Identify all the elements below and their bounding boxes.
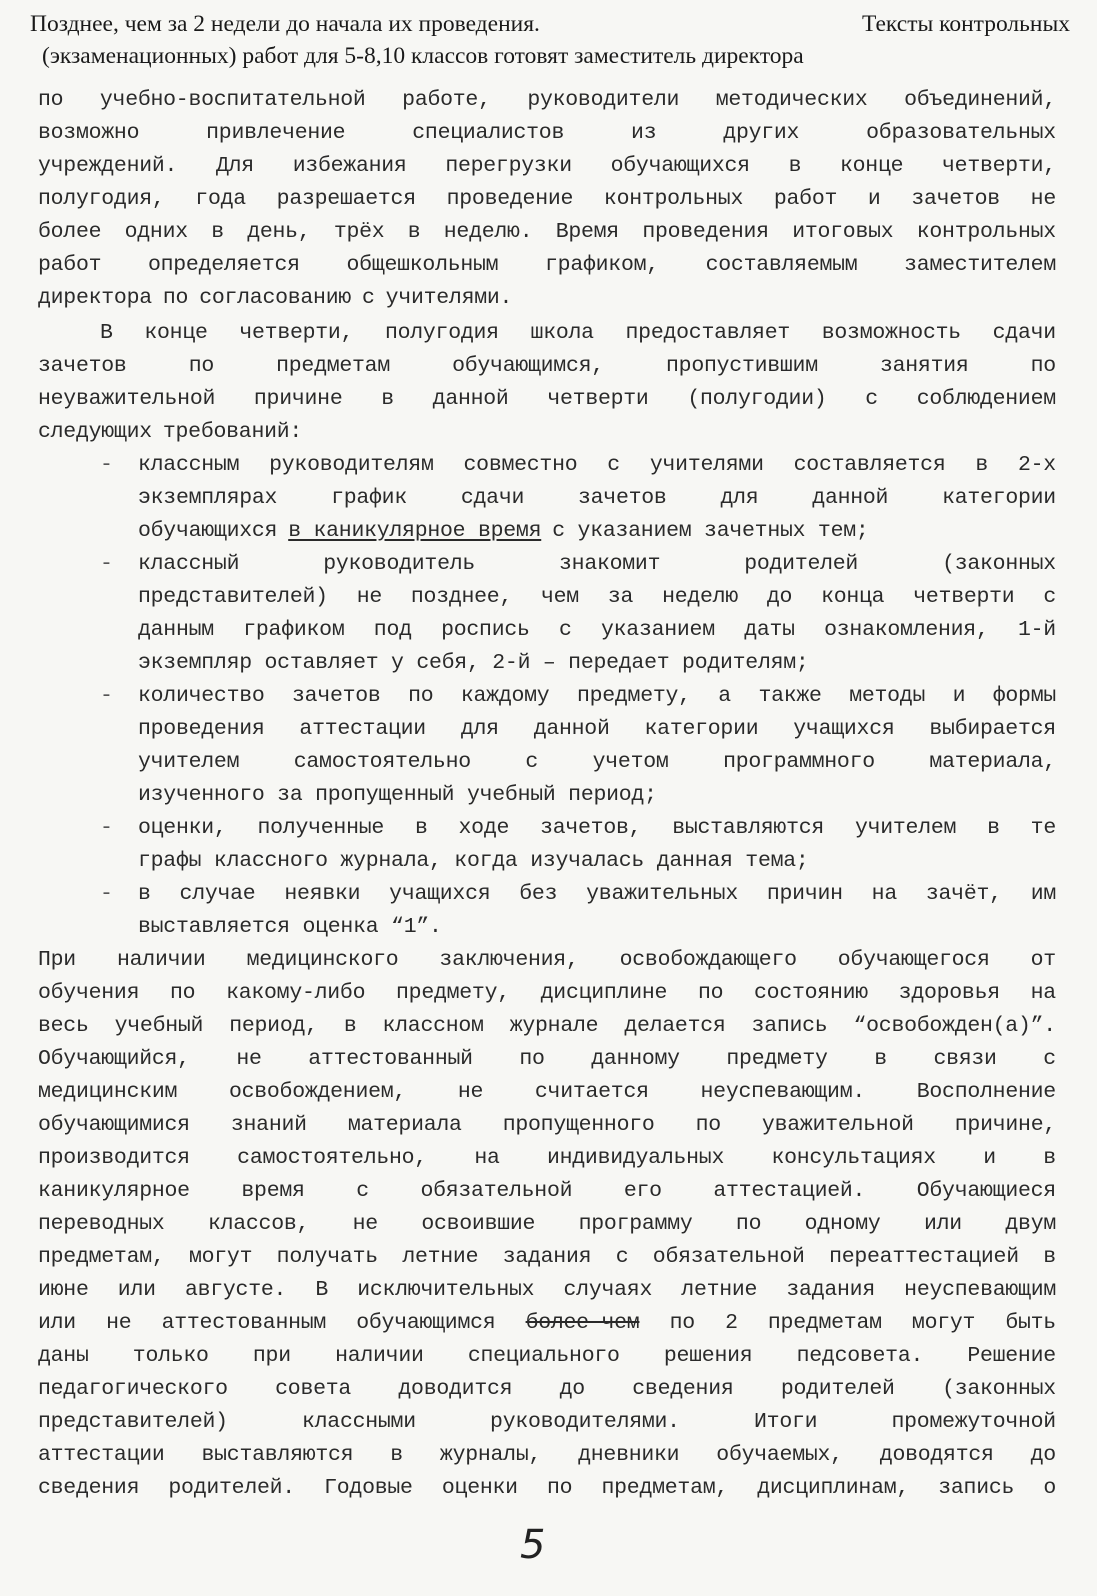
bullet-dash: - [100, 552, 113, 576]
page-number: 5 [520, 1522, 546, 1568]
text-line: предметам, могут получать летние задания с обязательной переаттестацией в [38, 1245, 1056, 1269]
text-line: следующих требований: [38, 420, 303, 444]
list-item-text [138, 548, 1056, 680]
text-line: данным графиком под роспись с указанием даты ознакомления, 1-й [138, 618, 1056, 642]
bullet-dash: - [100, 453, 113, 477]
list-item [38, 449, 1056, 548]
header-text [30, 8, 1070, 72]
text-line: классный руководитель знакомит родителей (законных [138, 552, 1056, 576]
text-line: более одних в день, трёх в неделю. Время проведения итоговых контрольных [38, 220, 1056, 244]
bullet-dash: - [100, 882, 113, 906]
document-body [38, 84, 1056, 1505]
header-line-2: (экзаменационных) работ для 5-8,10 классов готовят заместитель директора [42, 43, 804, 69]
header-line-1 [30, 8, 1070, 40]
text-line: экземплярах график сдачи зачетов для данной категории [138, 486, 1056, 510]
text-line: сведения родителей. Годовые оценки по предметам, дисциплинам, запись о [38, 1476, 1056, 1500]
list-item [38, 680, 1056, 812]
text-line: педагогического совета доводится до сведения родителей (законных [38, 1377, 1056, 1401]
header-line-1-right: Тексты контрольных [862, 11, 1070, 37]
text-line: классным руководителям совместно с учителями составляется в 2-х [138, 453, 1056, 477]
text-line: учителем самостоятельно с учетом программного материала, [138, 750, 1056, 774]
text-line: представителей) классными руководителями. Итоги промежуточной [38, 1410, 1056, 1434]
bullet-dash: - [100, 816, 113, 840]
text-line: полугодия, года разрешается проведение контрольных работ и зачетов не [38, 187, 1056, 211]
text-line: работ определяется общешкольным графиком, составляемым заместителем [38, 253, 1056, 277]
text-line: каникулярное время с обязательной его аттестацией. Обучающиеся [38, 1179, 1056, 1203]
text-line: переводных классов, не освоившие программу по одному или двум [38, 1212, 1056, 1236]
bullet-dash: - [100, 684, 113, 708]
list-item-text [138, 812, 1056, 878]
text-line: или не аттестованным обучающимся более чем по 2 предметам могут быть [38, 1307, 1056, 1340]
text-line: В конце четверти, полугодия школа предоставляет возможность сдачи [100, 321, 1056, 345]
paragraph-3 [38, 944, 1056, 1505]
text-line: аттестации выставляются в журналы, дневники обучаемых, доводятся до [38, 1443, 1056, 1467]
paragraph-2 [38, 317, 1056, 449]
list-item-text [138, 878, 1056, 944]
struck-through-phrase: более чем [525, 1311, 640, 1335]
text-line: медицинским освобождением, не считается неуспевающим. Восполнение [38, 1080, 1056, 1104]
text-line: учреждений. Для избежания перегрузки обучающихся в конце четверти, [38, 154, 1056, 178]
list-item [38, 548, 1056, 680]
text-line: зачетов по предметам обучающимся, пропустившим занятия по [38, 354, 1056, 378]
text-line: даны только при наличии специального решения педсовета. Решение [38, 1344, 1056, 1368]
text-line: экземпляр оставляет у себя, 2-й – передает родителям; [138, 651, 809, 675]
text-line: представителей) не позднее, чем за неделю до конца четверти с [138, 585, 1056, 609]
text-line: по учебно-воспитательной работе, руководители методических объединений, [38, 88, 1056, 112]
requirements-list [38, 449, 1056, 944]
text-line: оценки, полученные в ходе зачетов, выставляются учителем в те [138, 816, 1056, 840]
text-line: возможно привлечение специалистов из других образовательных [38, 121, 1056, 145]
text-line: обучающимися знаний материала пропущенного по уважительной причине, [38, 1113, 1056, 1137]
text-line: весь учебный период, в классном журнале делается запись “освобожден(а)”. [38, 1014, 1056, 1038]
text-line: производится самостоятельно, на индивидуальных консультациях и в [38, 1146, 1056, 1170]
text-line: обучения по какому-либо предмету, дисциплине по состоянию здоровья на [38, 981, 1056, 1005]
list-item-text [138, 449, 1056, 548]
header-line-1-left: Позднее, чем за 2 недели до начала их проведения. [30, 11, 540, 37]
list-item [38, 878, 1056, 944]
text-line: проведения аттестации для данной категории учащихся выбирается [138, 717, 1056, 741]
text-line: графы классного журнала, когда изучалась данная тема; [138, 849, 809, 873]
text-line: количество зачетов по каждому предмету, а также методы и формы [138, 684, 1056, 708]
text-line: выставляется оценка “1”. [138, 915, 442, 939]
text-line: При наличии медицинского заключения, освобождающего обучающегося от [38, 948, 1056, 972]
text-line: неуважительной причине в данной четверти (полугодии) с соблюдением [38, 387, 1056, 411]
paragraph-1 [38, 84, 1056, 315]
list-item [38, 812, 1056, 878]
text-line: в случае неявки учащихся без уважительных причин на зачёт, им [138, 882, 1056, 906]
text-line: директора по согласованию с учителями. [38, 286, 513, 310]
text-line: Обучающийся, не аттестованный по данному предмету в связи с [38, 1047, 1056, 1071]
text-line: июне или августе. В исключительных случаях летние задания неуспевающим [38, 1278, 1056, 1302]
text-line: изученного за пропущенный учебный период; [138, 783, 657, 807]
text-line: обучающихся в каникулярное время с указанием зачетных тем; [138, 515, 1056, 548]
list-item-text [138, 680, 1056, 812]
underlined-phrase: в каникулярное время [288, 519, 542, 543]
